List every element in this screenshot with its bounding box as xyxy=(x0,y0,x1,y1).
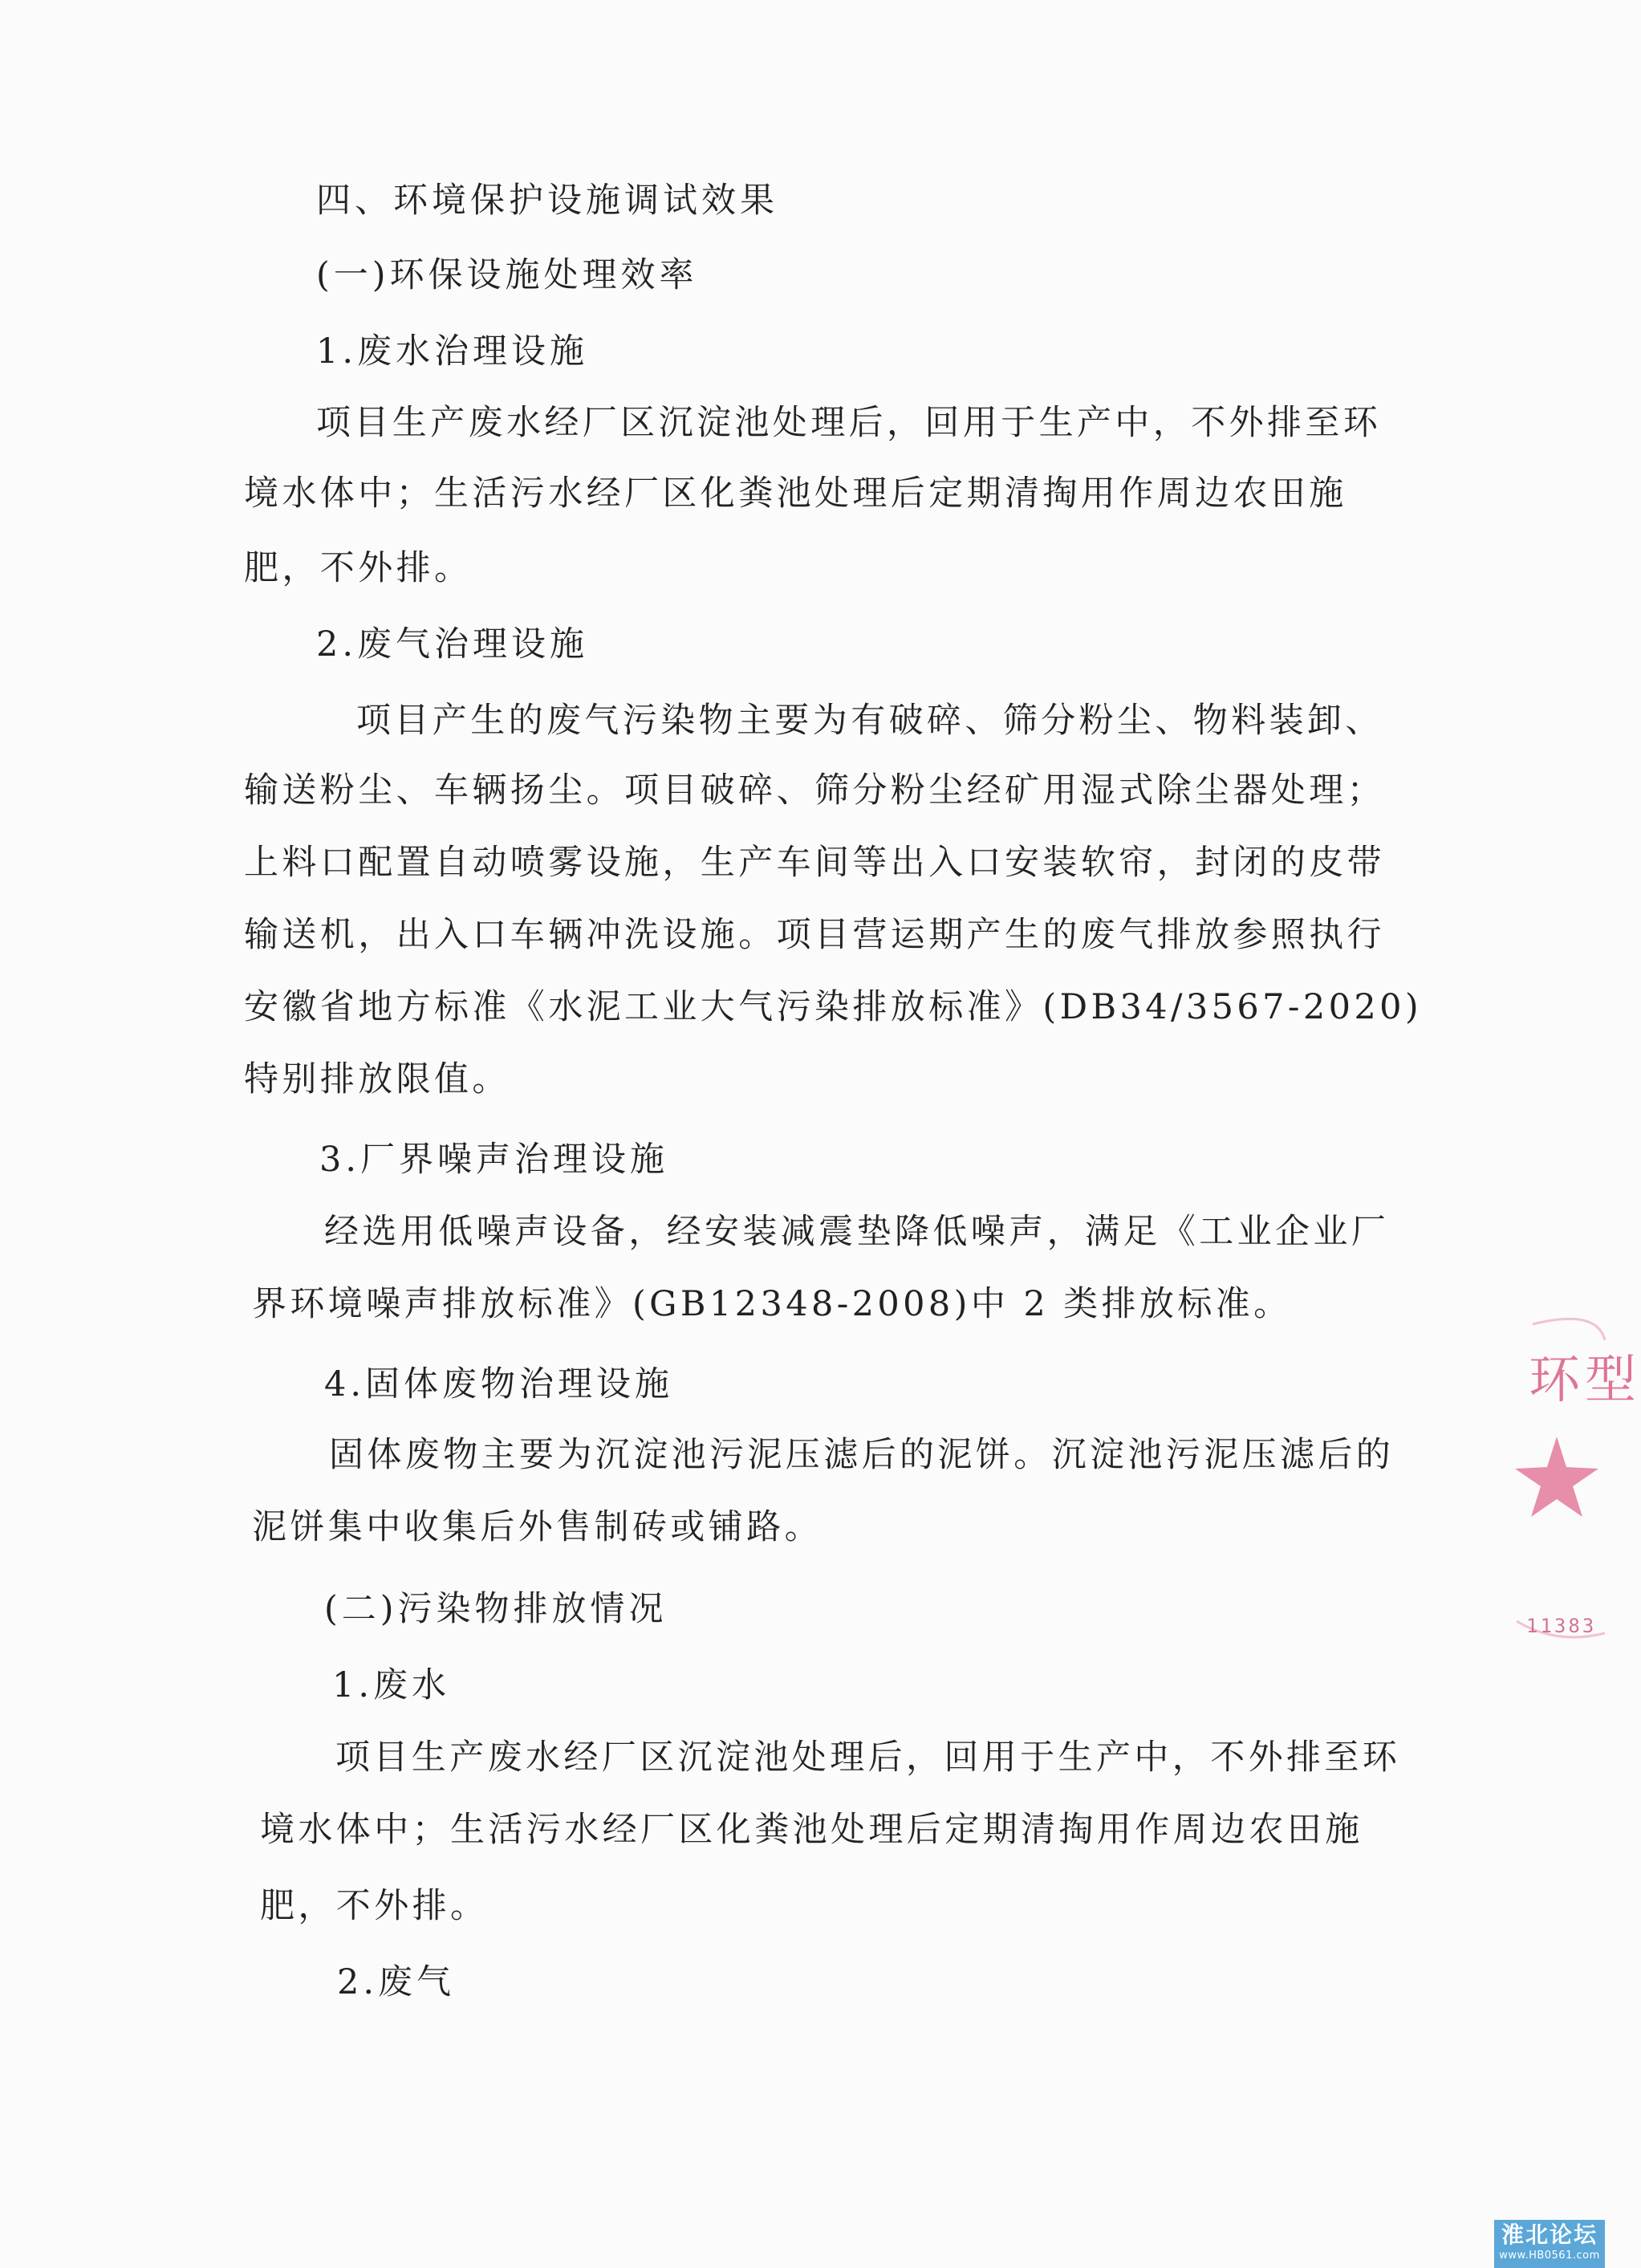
section-heading: 1.废水治理设施 xyxy=(316,331,589,372)
section-heading: (一)环保设施处理效率 xyxy=(316,255,698,295)
section-heading: 2.废气 xyxy=(337,1962,456,2002)
body-text-line: 肥，不外排。 xyxy=(244,548,473,588)
section-heading: 4.固体废物治理设施 xyxy=(324,1364,674,1404)
watermark-title: 淮北论坛 xyxy=(1501,2221,1598,2248)
body-text-line: 境水体中；生活污水经厂区化粪池处理后定期清掏用作周边农田施 xyxy=(244,474,1347,514)
section-heading: 2.废气治理设施 xyxy=(316,624,589,665)
body-text-line: 肥，不外排。 xyxy=(260,1886,489,1926)
body-text-line: 固体废物主要为沉淀池污泥压滤后的泥饼。沉淀池污泥压滤后的 xyxy=(329,1435,1395,1475)
forum-watermark xyxy=(1494,2220,1605,2268)
section-heading: 1.废水 xyxy=(332,1665,451,1705)
body-text-line: 输送机，出入口车辆冲洗设施。项目营运期产生的废气排放参照执行 xyxy=(244,915,1385,955)
body-text-line: 输送粉尘、车辆扬尘。项目破碎、筛分粉尘经矿用湿式除尘器处理； xyxy=(244,770,1385,811)
body-text-line: 泥饼集中收集后外售制砖或铺路。 xyxy=(252,1507,823,1547)
body-text-line: 特别排放限值。 xyxy=(244,1059,510,1099)
seal-text: 环型 xyxy=(1529,1351,1641,1410)
body-text-line: 项目生产废水经厂区沉淀池处理后，回用于生产中，不外排至环 xyxy=(335,1738,1401,1778)
body-text-line: 界环境噪声排放标准》(GB12348-2008)中 2 类排放标准。 xyxy=(252,1284,1292,1324)
body-text-line: 境水体中；生活污水经厂区化粪池处理后定期清掏用作周边农田施 xyxy=(260,1810,1363,1850)
body-text-line: 上料口配置自动喷雾设施，生产车间等出入口安装软帘，封闭的皮带 xyxy=(244,843,1385,883)
seal-number: 11383 xyxy=(1526,1615,1597,1637)
watermark-url: www.HB0561.com xyxy=(1499,2250,1600,2262)
section-heading: (二)污染物排放情况 xyxy=(324,1589,668,1629)
section-heading: 3.厂界噪声治理设施 xyxy=(319,1140,669,1180)
body-text-line: 项目产生的废气污染物主要为有破碎、筛分粉尘、物料装卸、 xyxy=(356,701,1383,741)
body-text-line: 经选用低噪声设备，经安装减震垫降低噪声，满足《工业企业厂 xyxy=(324,1212,1390,1252)
section-heading: 四、环境保护设施调试效果 xyxy=(316,181,778,221)
body-text-line: 项目生产废水经厂区沉淀池处理后，回用于生产中，不外排至环 xyxy=(316,403,1382,443)
body-text-line: 安徽省地方标准《水泥工业大气污染排放标准》(DB34/3567-2020) xyxy=(244,987,1423,1027)
